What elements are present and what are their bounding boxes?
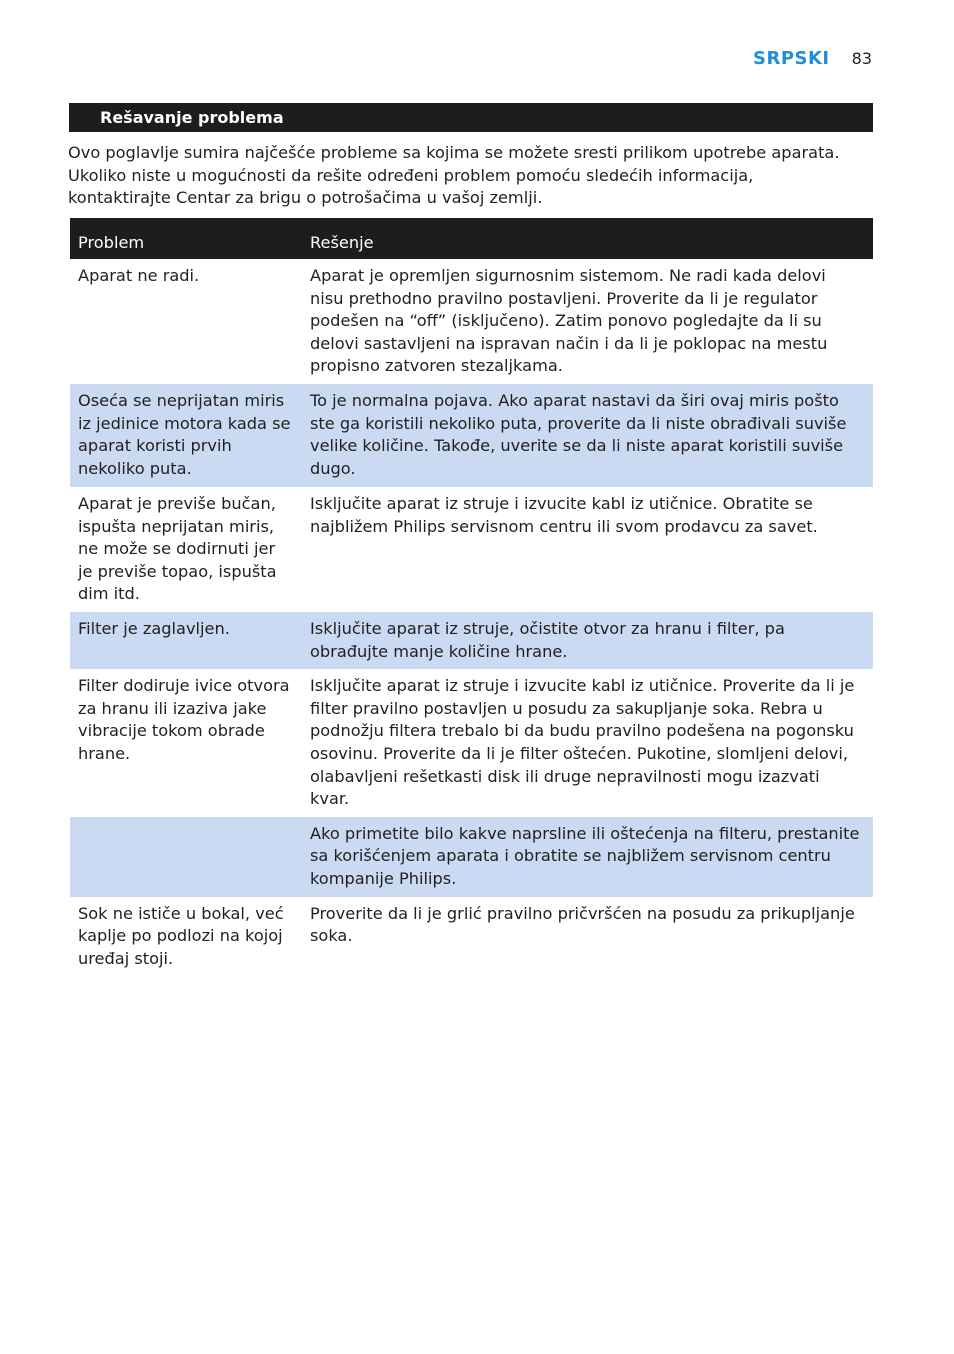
section-title: Rešavanje problema xyxy=(69,103,873,132)
problem-cell: Aparat ne radi. xyxy=(78,266,200,285)
table-row xyxy=(70,612,873,669)
troubleshooting-table xyxy=(70,218,873,977)
column-header-problem: Problem xyxy=(78,233,145,252)
solution-cell: Proverite da li je grlić pravilno pričvršćen na posudu za prikupljanje soka. xyxy=(310,903,855,946)
problem-cell: Filter dodiruje ivice otvora za hranu ili izaziva jake vibracije tokom obrade hrane. xyxy=(78,676,290,763)
page-header xyxy=(753,48,872,69)
table-row xyxy=(70,384,873,487)
language-label: SRPSKI xyxy=(753,48,830,69)
solution-cell: Isključite aparat iz struje, očistite otvor za hranu i filter, pa obrađujte manje količine hrane. xyxy=(310,619,785,661)
solution-cell: Ako primetite bilo kakve naprsline ili oštećenja na filteru, prestanite sa korišćenjem aparata i obratite se najbližem servisnom centru kompanije Philips. xyxy=(310,823,860,888)
table-header xyxy=(70,218,873,259)
column-header-solution: Rešenje xyxy=(310,233,374,252)
table-row xyxy=(70,897,873,977)
problem-cell: Filter je zaglavljen. xyxy=(78,619,230,638)
page-number: 83 xyxy=(851,49,872,68)
problem-cell: Aparat je previše bučan, ispušta neprijatan miris, ne može se dodirnuti jer je previše topao, ispušta dim itd. xyxy=(78,494,277,604)
solution-cell: Aparat je opremljen sigurnosnim sistemom. Ne radi kada delovi nisu prethodno pravilno postavljeni. Proverite da li je regulator podešen na “off” (isključeno). Zatim ponovo pogledajte da li su delovi sastavljeni na ispravan način i da li je poklopac na mestu propisno zatvoren stezaljkama. xyxy=(310,266,828,376)
solution-cell: Isključite aparat iz struje i izvucite kabl iz utičnice. Proverite da li je filter pravilno postavljen u posudu za sakupljanje soka. Rebra u podnožju filtera trebalo bi da budu pravilno podešena na pogonsku osovinu. Proverite da li je filter oštećen. Pukotine, slomljeni delovi, olabavljeni rešetkasti disk ili druge nepravilnosti mogu izazvati kvar. xyxy=(310,676,855,809)
table-row xyxy=(70,487,873,612)
table-row xyxy=(70,669,873,817)
intro-paragraph: Ovo poglavlje sumira najčešće probleme sa kojima se možete sresti prilikom upotrebe aparata. Ukoliko niste u mogućnosti da rešite određeni problem pomoću sledećih informacija, kontaktirajte Centar za brigu o potrošačima u vašoj zemlji. xyxy=(68,143,840,207)
problem-cell: Sok ne ističe u bokal, već kaplje po podlozi na kojoj uređaj stoji. xyxy=(78,903,284,968)
table-row xyxy=(70,817,873,897)
table-row xyxy=(70,259,873,384)
solution-cell: To je normalna pojava. Ako aparat nastavi da širi ovaj miris pošto ste ga koristili nekoliko puta, proverite da li niste obrađivali suviše velike količine. Takođe, uverite se da li niste aparat koristili suviše dugo. xyxy=(310,391,847,478)
problem-cell xyxy=(70,823,302,891)
problem-cell: Oseća se neprijatan miris iz jedinice motora kada se aparat koristi prvih nekoliko puta. xyxy=(78,391,291,478)
solution-cell: Isključite aparat iz struje i izvucite kabl iz utičnice. Obratite se najbližem Philips servisnom centru ili svom prodavcu za savet. xyxy=(310,494,818,536)
